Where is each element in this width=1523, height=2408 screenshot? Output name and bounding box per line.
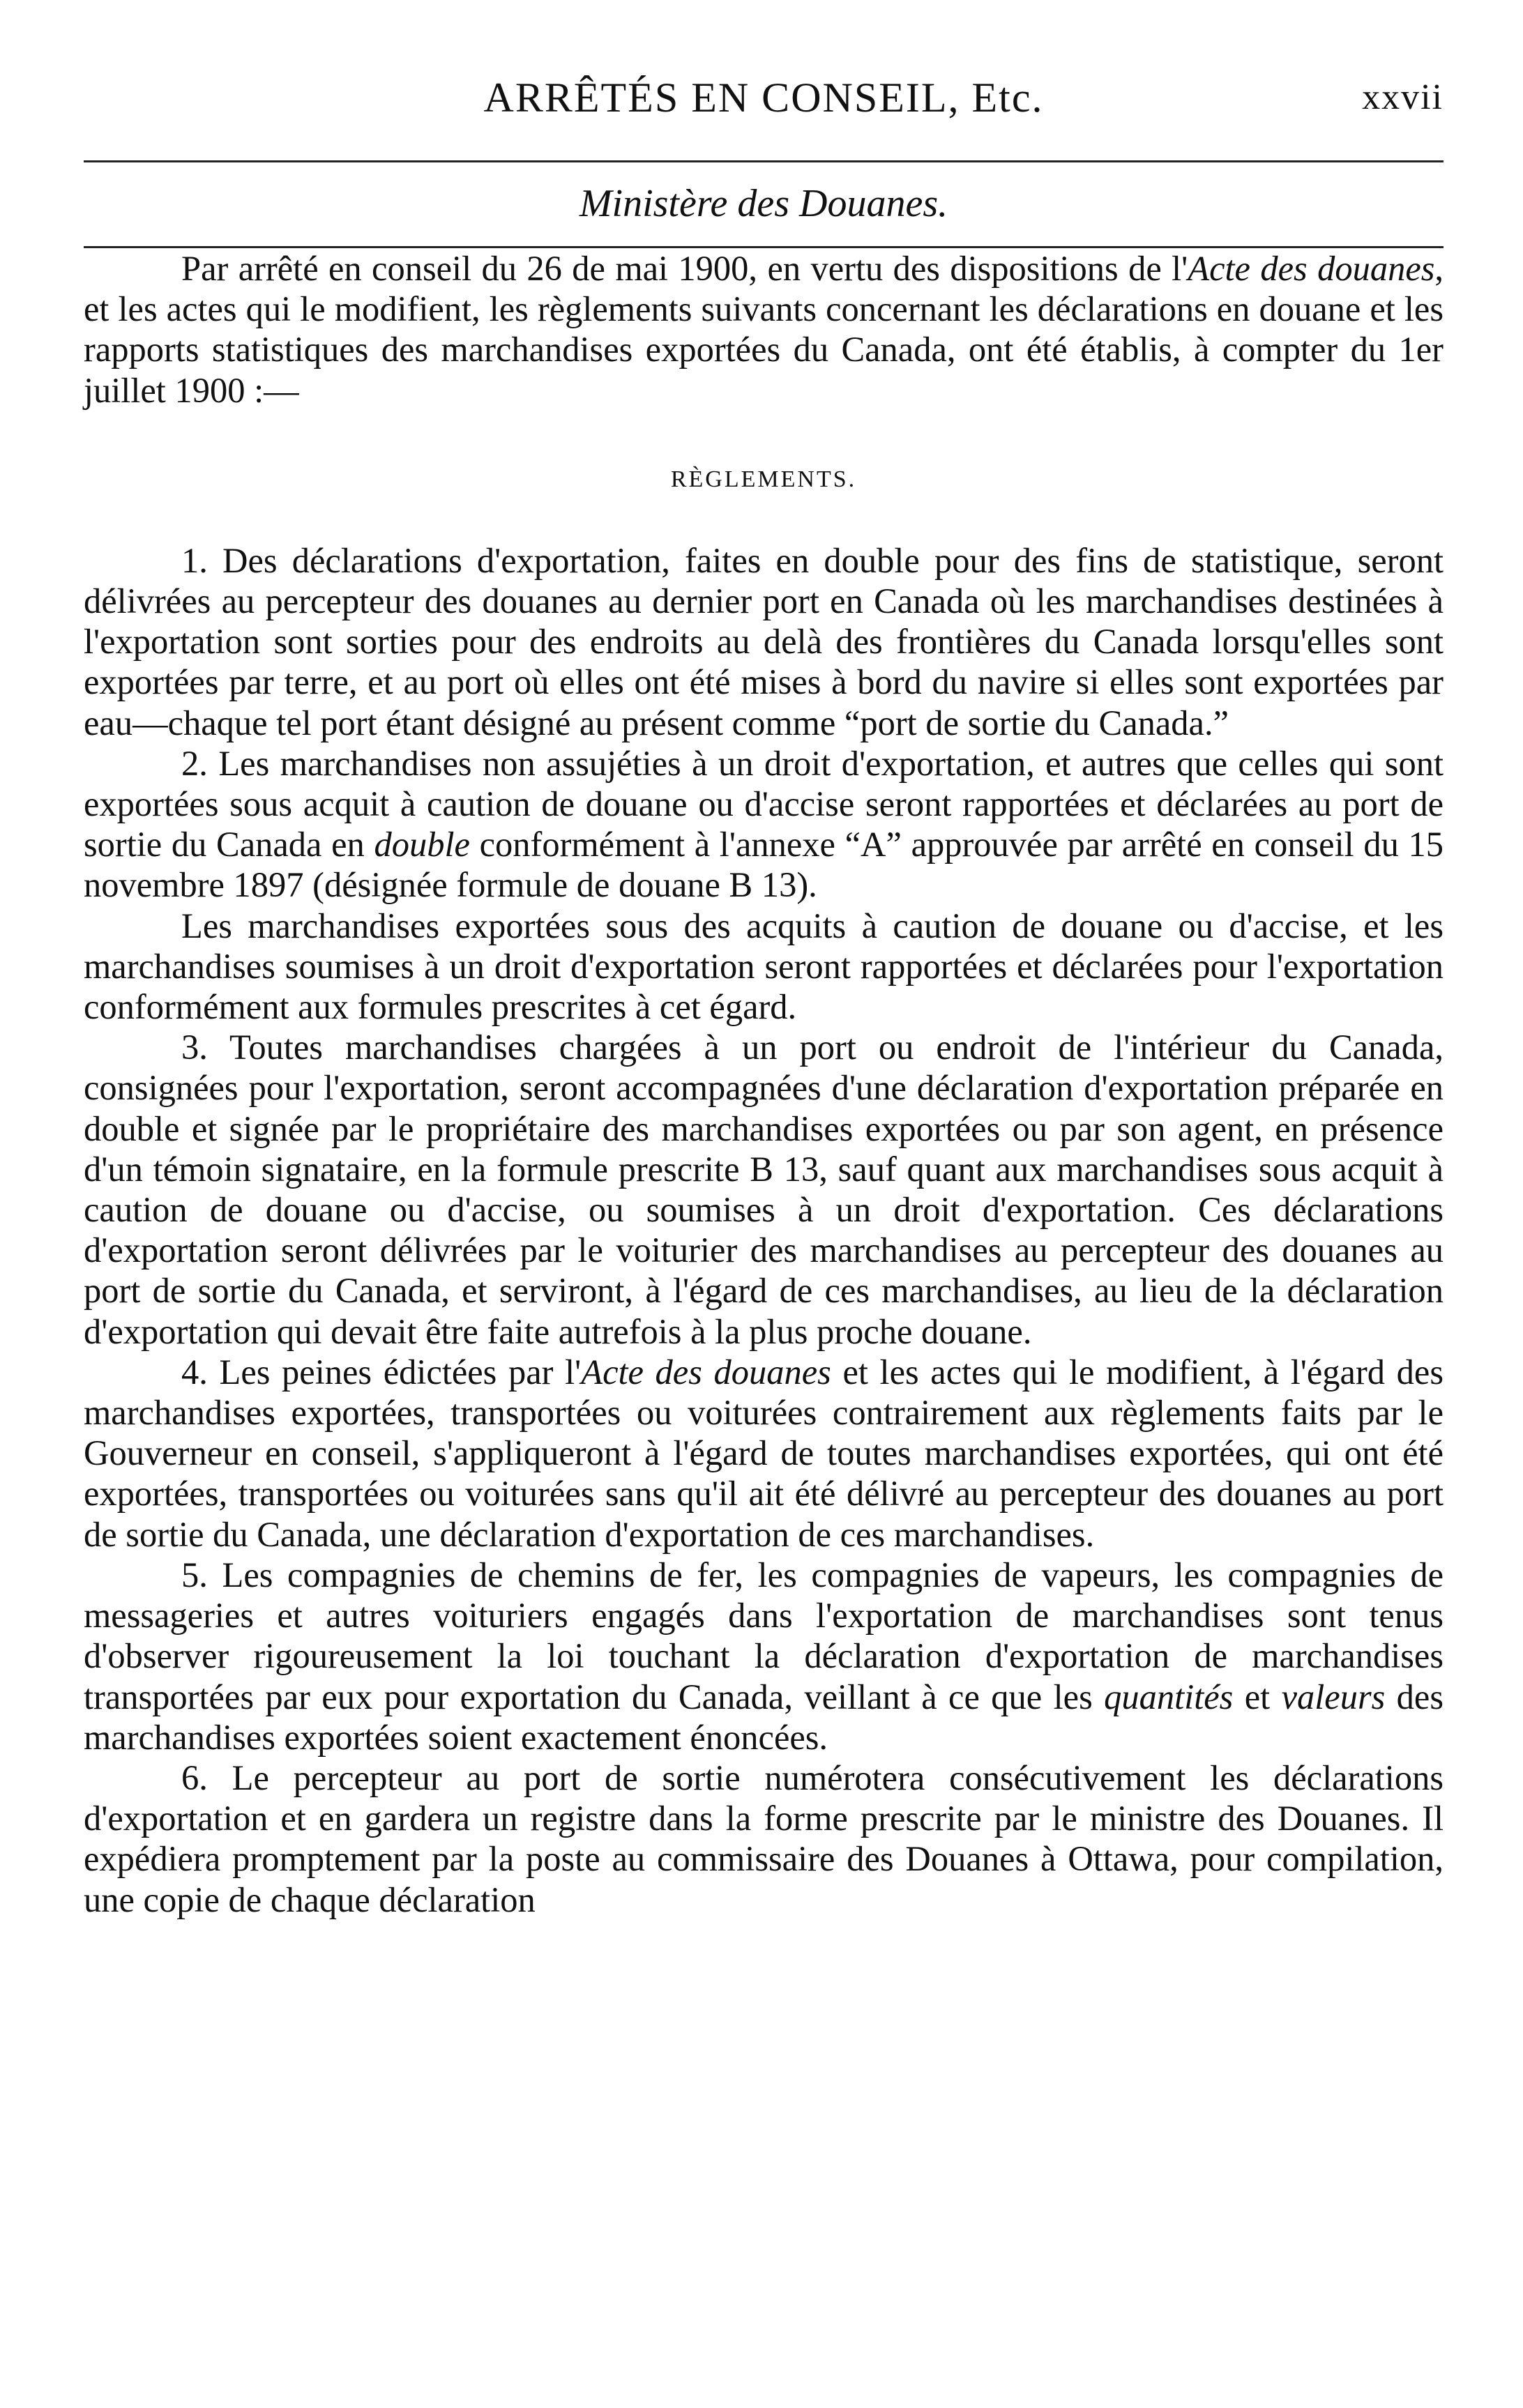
article-2	[84, 743, 1444, 906]
article-2-double: double	[374, 825, 470, 864]
intro-paragraph	[84, 248, 1444, 411]
section-title: Ministère des Douanes.	[579, 182, 948, 225]
header-rule	[84, 160, 1444, 162]
article-5	[84, 1555, 1444, 1758]
article-1: 1. Des déclarations d'exportation, faites en double pour des fins de statistique, seront délivrées au percepteur des douanes au dernier port en Canada où les marchandises destinées à l'exportation sont sorties pour des endroits au delà des frontières du Canada lorsqu'elles sont exportées par terre, et au port où elles ont été mises à bord du navire si elles sont exportées par eau—chaque tel port étant désigné au présent comme “port de sortie du Canada.”	[84, 540, 1444, 742]
article-4-act-title: Acte des douanes	[581, 1352, 831, 1392]
running-title: ARRÊTÉS EN CONSEIL, Etc.	[483, 75, 1044, 121]
document-page	[84, 70, 1444, 1920]
page-number: xxvii	[1362, 77, 1444, 117]
article-5-quantites: quantités	[1104, 1677, 1234, 1716]
article-5-text-3: des marchandises exportées soient exactement énoncées.	[84, 1677, 1444, 1757]
article-4	[84, 1352, 1444, 1555]
running-head	[84, 70, 1444, 125]
intro-text-1: Par arrêté en conseil du 26 de mai 1900, en vertu des dispositions de l'	[181, 249, 1188, 288]
article-2-continued: Les marchandises exportées sous des acquits à caution de douane ou d'accise, et les marchandises soumises à un droit d'exportation seront rapportées et déclarées pour l'exportation conformément aux formules prescrites à cet égard.	[84, 906, 1444, 1027]
article-5-text-1: 5. Les compagnies de chemins de fer, les compagnies de vapeurs, les compagnies de messageries et autres voituriers engagés dans l'exportation de marchandises sont tenus d'observer rigoureusement la loi touchant la déclaration d'exportation de marchandises transportées par eux pour exportation du Canada, veillant à ce que les	[84, 1555, 1444, 1716]
intro-text-2: , et les actes qui le modifient, les règlements suivants concernant les déclarations en douane et les rapports statistiques des marchandises exportées du Canada, ont été établis, à compter du 1er juillet 1900 :—	[84, 249, 1444, 410]
intro-act-title: Acte des douanes	[1188, 249, 1435, 288]
article-6: 6. Le percepteur au port de sortie numérotera consécutivement les déclarations d'exportation et en gardera un registre dans la forme prescrite par le ministre des Douanes. Il expédiera promptement par la poste au commissaire des Douanes à Ottawa, pour compilation, une copie de chaque déclaration	[84, 1758, 1444, 1919]
article-4-text-2: et les actes qui le modifient, à l'égard des marchandises exportées, transportées ou voiturées contrairement aux règlements faits par le Gouverneur en conseil, s'appliqueront à l'égard de toutes marchandises exportées, qui ont été exportées, transportées ou voiturées sans qu'il ait été délivré au percepteur des douanes au port de sortie du Canada, une déclaration d'exportation de ces marchandises.	[84, 1352, 1444, 1554]
article-4-text-1: 4. Les peines édictées par l'	[181, 1352, 582, 1392]
regulations-heading: RÈGLEMENTS.	[670, 466, 857, 492]
article-5-valeurs: valeurs	[1281, 1677, 1386, 1716]
article-5-text-2: et	[1233, 1677, 1282, 1716]
article-2-text-1: 2. Les marchandises non assujéties à un droit d'exportation, et autres que celles qui sont exportées sous acquit à caution de douane ou d'accise seront rapportées et déclarées au port de sortie du Canada en	[84, 743, 1444, 864]
article-3: 3. Toutes marchandises chargées à un port ou endroit de l'intérieur du Canada, consignées pour l'exportation, seront accompagnées d'une déclaration d'exportation préparée en double et signée par le propriétaire des marchandises exportées ou par son agent, en présence d'un témoin signataire, en la formule prescrite B 13, sauf quant aux marchandises sous acquit à caution de douane ou d'accise, ou soumises à un droit d'exportation. Ces déclarations d'exportation seront délivrées par le voiturier des marchandises au percepteur des douanes au port de sortie du Canada, et serviront, à l'égard de ces marchandises, au lieu de la déclaration d'exportation qui devait être faite autrefois à la plus proche douane.	[84, 1028, 1444, 1351]
article-2-text-2: conformément à l'annexe “A” approuvée par arrêté en conseil du 15 novembre 1897 (désignée formule de douane B 13).	[84, 825, 1444, 905]
